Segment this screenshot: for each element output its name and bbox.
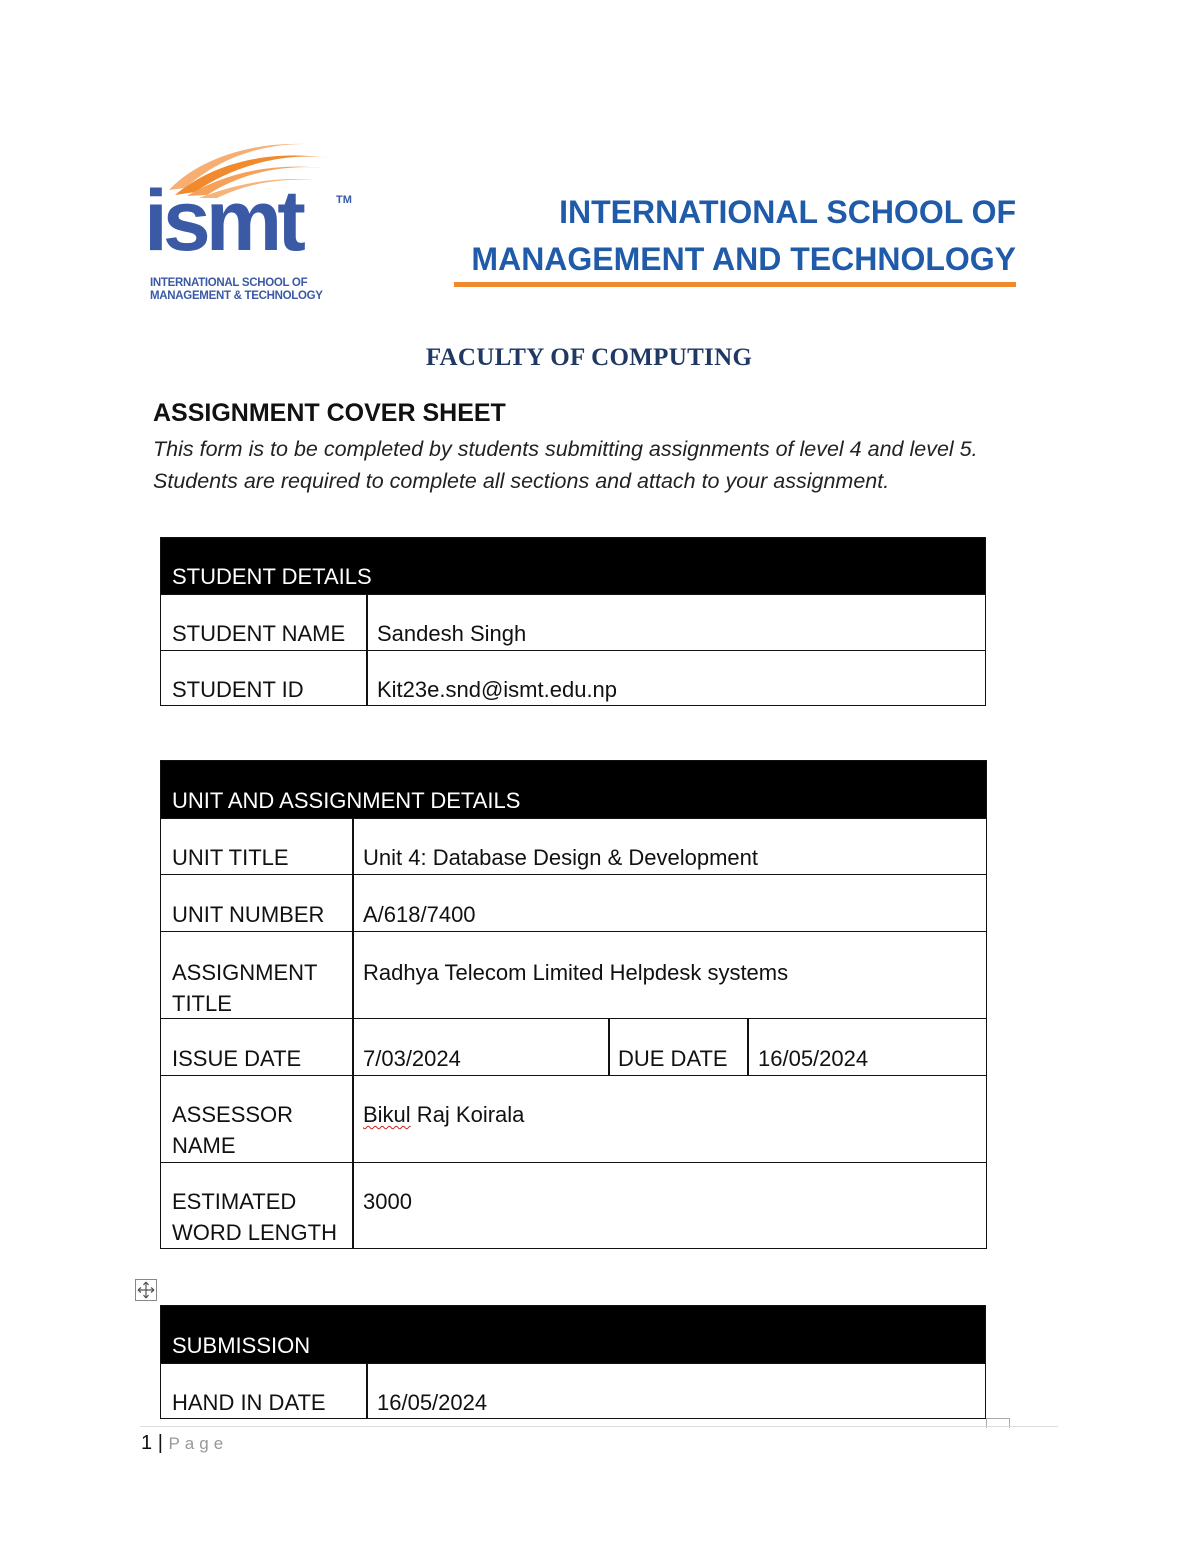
word-length-value[interactable]: 3000 <box>363 1189 412 1214</box>
assessor-rest-name: Raj Koirala <box>410 1102 525 1127</box>
page-word: Page <box>168 1434 229 1453</box>
table-row <box>161 1162 986 1249</box>
unit-details-table <box>160 760 987 1249</box>
issue-date-value[interactable]: 7/03/2024 <box>363 1046 461 1071</box>
table-row <box>161 594 985 650</box>
word-length-label-line1: ESTIMATED <box>172 1189 297 1214</box>
assessor-name-value[interactable] <box>363 1099 524 1130</box>
school-title-line2: MANAGEMENT AND TECHNOLOGY <box>471 241 1016 277</box>
logo-subtitle <box>150 277 323 303</box>
student-details-table <box>160 537 986 706</box>
submission-header <box>161 1306 985 1363</box>
instruction-line-2: Students are required to complete all sections and attach to your assignment. <box>153 469 890 493</box>
logo-wordmark: ismt <box>144 173 301 269</box>
assessor-label-line2: NAME <box>172 1133 236 1158</box>
logo-trademark: TM <box>336 194 352 206</box>
assignment-title-label-line2: TITLE <box>172 991 232 1016</box>
table-row <box>161 931 986 1018</box>
school-title-line1: INTERNATIONAL SCHOOL OF <box>559 194 1016 230</box>
issue-date-label: ISSUE DATE <box>172 1046 302 1071</box>
assignment-title-label-line1: ASSIGNMENT <box>172 960 318 985</box>
submission-table <box>160 1305 986 1419</box>
hand-in-date-label: HAND IN DATE <box>172 1390 326 1415</box>
footer-divider <box>140 1426 1058 1427</box>
ismt-logo <box>140 140 360 310</box>
cover-sheet-title: ASSIGNMENT COVER SHEET <box>153 399 506 427</box>
page-footer <box>141 1432 228 1455</box>
student-name-value[interactable]: Sandesh Singh <box>377 621 527 646</box>
faculty-heading: FACULTY OF COMPUTING <box>425 344 753 371</box>
due-date-label: DUE DATE <box>618 1046 728 1071</box>
table-row <box>161 818 986 874</box>
table-move-handle[interactable] <box>135 1279 157 1301</box>
table-row <box>161 1363 985 1419</box>
table-row <box>161 874 986 931</box>
unit-title-value[interactable]: Unit 4: Database Design & Development <box>363 845 758 870</box>
submission-heading: SUBMISSION <box>172 1333 311 1358</box>
logo-subtitle-line2: MANAGEMENT & TECHNOLOGY <box>150 290 323 302</box>
page-number: 1 <box>141 1432 153 1454</box>
assessor-first-name: Bikul <box>363 1102 411 1127</box>
assignment-title-value[interactable]: Radhya Telecom Limited Helpdesk systems <box>363 960 789 985</box>
unit-number-value[interactable]: A/618/7400 <box>363 902 476 927</box>
unit-details-heading: UNIT AND ASSIGNMENT DETAILS <box>172 788 521 813</box>
page-separator: | <box>157 1432 163 1454</box>
hand-in-date-value[interactable]: 16/05/2024 <box>377 1390 488 1415</box>
unit-title-label: UNIT TITLE <box>172 845 289 870</box>
instruction-line-1: This form is to be completed by students submitting assignments of level 4 and level 5. <box>153 437 978 461</box>
move-arrows-icon <box>136 1280 156 1300</box>
student-id-label: STUDENT ID <box>172 677 304 702</box>
due-date-value[interactable]: 16/05/2024 <box>758 1046 869 1071</box>
title-underline <box>454 282 1016 287</box>
student-details-heading: STUDENT DETAILS <box>172 564 372 589</box>
student-details-header <box>161 538 985 594</box>
table-row <box>161 1018 986 1075</box>
student-id-value[interactable]: Kit23e.snd@ismt.edu.np <box>377 677 618 702</box>
word-length-label-line2: WORD LENGTH <box>172 1220 337 1245</box>
logo-subtitle-line1: INTERNATIONAL SCHOOL OF <box>150 277 308 289</box>
unit-details-header <box>161 761 986 818</box>
student-name-label: STUDENT NAME <box>172 621 346 646</box>
unit-number-label: UNIT NUMBER <box>172 902 325 927</box>
table-row <box>161 650 985 706</box>
assessor-label-line1: ASSESSOR <box>172 1102 294 1127</box>
table-row <box>161 1075 986 1162</box>
